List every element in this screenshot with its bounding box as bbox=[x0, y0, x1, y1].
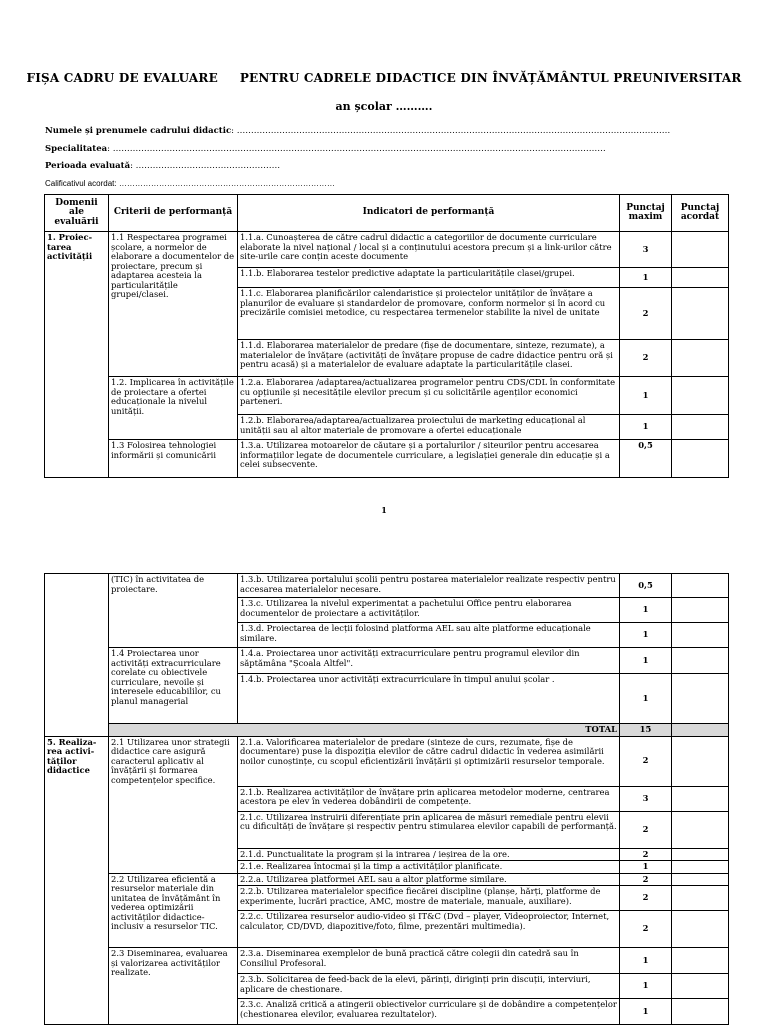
max-score-cell: 1 bbox=[620, 598, 672, 623]
evaluation-table-page-1 bbox=[44, 194, 729, 478]
max-score-cell: 1 bbox=[620, 674, 672, 724]
given-score-cell[interactable] bbox=[672, 648, 729, 674]
given-score-cell[interactable] bbox=[672, 574, 729, 598]
indicator-cell: 1.2.b. Elaborarea/adaptarea/actualizarea proiectului de marketing educațional al unității sau al altor materiale de promovare a ofertei educaționale bbox=[238, 415, 620, 440]
indicator-cell: 1.1.d. Elaborarea materialelor de predare (fișe de documentare, sinteze, rezumate), a materialelor de învățare (activități de învățare propuse de cadre didactice pentru oră și pentru acasă) și a materialelor de evaluare adaptate la particularitățile clasei. bbox=[238, 340, 620, 377]
given-score-cell[interactable] bbox=[672, 440, 729, 478]
indicator-cell: 1.1.c. Elaborarea planificărilor calendaristice și proiectelor unităților de învățare a planurilor de evaluare și standardelor de promovare, conform normelor și în acord cu precizările comisiei metodice, cu respectarea termenelor stabilite la nivel de unitate bbox=[238, 288, 620, 340]
max-score-cell: 1 bbox=[620, 268, 672, 288]
max-score-cell: 3 bbox=[620, 786, 672, 811]
given-score-cell[interactable] bbox=[672, 268, 729, 288]
header-given-score: Punctaj acordat bbox=[672, 195, 729, 232]
indicator-cell: 2.2.c. Utilizarea resurselor audio-video și IT&C (Dvd – player, Videoproiector, Internet, calculator, CD/DVD, diapozitive/foto, filme, prezentări multimedia). bbox=[238, 911, 620, 948]
given-score-cell[interactable] bbox=[672, 974, 729, 999]
table-row bbox=[45, 736, 729, 786]
header-indicators: Indicatori de performanță bbox=[238, 195, 620, 232]
domain-cell-continued bbox=[45, 574, 109, 737]
given-score-cell[interactable] bbox=[672, 288, 729, 340]
given-score-cell[interactable] bbox=[672, 340, 729, 377]
table-row bbox=[45, 648, 729, 674]
table-row bbox=[45, 948, 729, 974]
table-header-row bbox=[45, 195, 729, 232]
max-score-cell: 1 bbox=[620, 999, 672, 1025]
criteria-cell: 1.1 Respectarea programei școlare, a normelor de elaborare a documentelor de proiectare, precum și adaptarea acesteia la particularitățile grupei/clasei. bbox=[109, 232, 238, 377]
field-rating: Calificativul acordat: ……………………………………………………………………… bbox=[45, 179, 335, 188]
given-score-cell[interactable] bbox=[672, 999, 729, 1025]
criteria-cell: (TIC) în activitatea de proiectare. bbox=[109, 574, 238, 648]
criteria-cell: 1.2. Implicarea în activitățile de proiectare a ofertei educaționale la nivelul unității. bbox=[109, 377, 238, 440]
criteria-cell: 2.2 Utilizarea eficientă a resurselor materiale din unitatea de învățământ în vederea optimizării activităților didactice-inclusiv a resurselor TIC. bbox=[109, 873, 238, 948]
page-number: 1 bbox=[381, 505, 387, 515]
field-teacher-name: Numele și prenumele cadrului didactic: ……………………………………………………………………………………………………………………………………… bbox=[45, 126, 671, 136]
domain-cell: 1. Proiec-tarea activității bbox=[45, 232, 109, 478]
table-row bbox=[45, 873, 729, 886]
total-row bbox=[45, 724, 729, 737]
max-score-cell: 2 bbox=[620, 873, 672, 886]
max-score-cell: 0,5 bbox=[620, 440, 672, 478]
given-score-cell[interactable] bbox=[672, 886, 729, 911]
max-score-cell: 1 bbox=[620, 948, 672, 974]
table-row bbox=[45, 232, 729, 268]
given-score-cell[interactable] bbox=[672, 598, 729, 623]
school-year: an școlar ………. bbox=[335, 100, 433, 113]
field-specialty: Specialitatea: ………………………………………………………………………………………………………………………………………………………… bbox=[45, 144, 606, 154]
document-title: FIȘA CADRU DE EVALUARE PENTRU CADRELE DIDACTICE DIN ÎNVĂȚĂMÂNTUL PREUNIVERSITAR bbox=[26, 71, 742, 85]
table-row bbox=[45, 440, 729, 478]
max-score-cell: 1 bbox=[620, 623, 672, 648]
given-score-cell[interactable] bbox=[672, 848, 729, 861]
total-label: TOTAL bbox=[109, 724, 620, 737]
indicator-cell: 2.1.d. Punctualitate la program și la intrarea / ieșirea de la ore. bbox=[238, 848, 620, 861]
given-score-cell[interactable] bbox=[672, 873, 729, 886]
given-score-cell[interactable] bbox=[672, 911, 729, 948]
indicator-cell: 1.3.c. Utilizarea la nivelul experimentat a pachetului Office pentru elaborarea documentelor de proiectare a activităților. bbox=[238, 598, 620, 623]
indicator-cell: 1.4.b. Proiectarea unor activități extracurriculare în timpul anului școlar . bbox=[238, 674, 620, 724]
indicator-cell: 1.3.b. Utilizarea portalului școlii pentru postarea materialelor realizate respectiv pentru accesarea materialelor necesare. bbox=[238, 574, 620, 598]
max-score-cell: 1 bbox=[620, 377, 672, 415]
field-evaluation-period: Perioada evaluată: …………………………………………… bbox=[45, 161, 281, 171]
max-score-cell: 0,5 bbox=[620, 574, 672, 598]
max-score-cell: 2 bbox=[620, 848, 672, 861]
indicator-cell: 1.4.a. Proiectarea unor activități extracurriculare pentru programul elevilor din săptămâna "Școala Altfel". bbox=[238, 648, 620, 674]
indicator-cell: 2.3.b. Solicitarea de feed-back de la elevi, părinți, diriginți prin discuții, interviuri, aplicare de chestionare. bbox=[238, 974, 620, 999]
given-score-cell[interactable] bbox=[672, 377, 729, 415]
max-score-cell: 2 bbox=[620, 288, 672, 340]
max-score-cell: 2 bbox=[620, 340, 672, 377]
given-score-cell[interactable] bbox=[672, 623, 729, 648]
given-score-cell[interactable] bbox=[672, 674, 729, 724]
header-criteria: Criterii de performanță bbox=[109, 195, 238, 232]
max-score-cell: 2 bbox=[620, 811, 672, 848]
document-page-2 bbox=[0, 540, 768, 1024]
given-score-cell[interactable] bbox=[672, 786, 729, 811]
indicator-cell: 1.3.a. Utilizarea motoarelor de căutare și a portalurilor / siteurilor pentru accesarea informațiilor legate de documentele curriculare, a legislației generale din educație și a celei subsecvente. bbox=[238, 440, 620, 478]
header-max-score: Punctaj maxim bbox=[620, 195, 672, 232]
indicator-cell: 2.1.c. Utilizarea instruirii diferențiate prin aplicarea de măsuri remediale pentru elevii cu dificultăți de învățare și respectiv pentru stimularea elevilor capabili de performanță. bbox=[238, 811, 620, 848]
indicator-cell: 2.3.a. Diseminarea exemplelor de bună practică către colegii din catedră sau în Consiliul Profesoral. bbox=[238, 948, 620, 974]
indicator-cell: 2.1.a. Valorificarea materialelor de predare (sinteze de curs, rezumate, fișe de documentare) puse la dispoziția elevilor de către cadrul didactic în vederea asimilării noilor cunoștințe, cu scopul eficientizării învățării și optimizării resurselor temporale. bbox=[238, 736, 620, 786]
indicator-cell: 2.3.c. Analiză critică a atingerii obiectivelor curriculare și de dobândire a competențelor (chestionarea elevilor, evaluarea rezultatelor). bbox=[238, 999, 620, 1025]
max-score-cell: 1 bbox=[620, 861, 672, 874]
indicator-cell: 2.1.e. Realizarea întocmai și la timp a activităților planificate. bbox=[238, 861, 620, 874]
max-score-cell: 1 bbox=[620, 974, 672, 999]
given-score-cell[interactable] bbox=[672, 415, 729, 440]
criteria-cell: 2.1 Utilizarea unor strategii didactice care asigură caracterul aplicativ al învățării și formarea competențelor specifice. bbox=[109, 736, 238, 873]
given-score-cell[interactable] bbox=[672, 232, 729, 268]
table-row bbox=[45, 377, 729, 415]
indicator-cell: 1.1.b. Elaborarea testelor predictive adaptate la particularitățile clasei/grupei. bbox=[238, 268, 620, 288]
domain-cell: 5. Realiza-rea activi-tăților didactice bbox=[45, 736, 109, 1025]
total-value: 15 bbox=[620, 724, 672, 737]
indicator-cell: 1.3.d. Proiectarea de lecții folosind platforma AEL sau alte platforme educaționale similare. bbox=[238, 623, 620, 648]
indicator-cell: 2.1.b. Realizarea activităților de învățare prin aplicarea metodelor moderne, centrarea acestora pe elev în vederea dobândirii de competențe. bbox=[238, 786, 620, 811]
indicator-cell: 2.2.b. Utilizarea materialelor specifice fiecărei discipline (planșe, hărți, platforme de experimente, lucrări practice, AMC, mostre de materiale, manuale, auxiliare). bbox=[238, 886, 620, 911]
criteria-cell: 1.4 Proiectarea unor activități extracurriculare corelate cu obiectivele curriculare, nevoile și interesele educabililor, cu planul managerial bbox=[109, 648, 238, 724]
max-score-cell: 3 bbox=[620, 232, 672, 268]
indicator-cell: 2.2.a. Utilizarea platformei AEL sau a altor platforme similare. bbox=[238, 873, 620, 886]
table-row bbox=[45, 574, 729, 598]
max-score-cell: 2 bbox=[620, 736, 672, 786]
given-score-cell[interactable] bbox=[672, 948, 729, 974]
header-domain: Domenii ale evaluării bbox=[45, 195, 109, 232]
max-score-cell: 2 bbox=[620, 886, 672, 911]
given-score-cell[interactable] bbox=[672, 861, 729, 874]
given-score-cell[interactable] bbox=[672, 736, 729, 786]
criteria-cell: 2.3 Diseminarea, evaluarea și valorizarea activităților realizate. bbox=[109, 948, 238, 1025]
max-score-cell: 1 bbox=[620, 415, 672, 440]
total-given-score[interactable] bbox=[672, 724, 729, 737]
evaluation-table-page-2 bbox=[44, 573, 729, 1025]
criteria-cell: 1.3 Folosirea tehnologiei informării și comunicării bbox=[109, 440, 238, 478]
max-score-cell: 2 bbox=[620, 911, 672, 948]
indicator-cell: 1.1.a. Cunoașterea de către cadrul didactic a categoriilor de documente curriculare elaborate la nivel național / local și a conținutului acestora precum și a link-urilor către site-urile care conțin aceste documente bbox=[238, 232, 620, 268]
max-score-cell: 1 bbox=[620, 648, 672, 674]
given-score-cell[interactable] bbox=[672, 811, 729, 848]
indicator-cell: 1.2.a. Elaborarea /adaptarea/actualizarea programelor pentru CDS/CDL în conformitate cu opțiunile și necesitățile elevilor precum și cu solicitările agenților economici parteneri. bbox=[238, 377, 620, 415]
